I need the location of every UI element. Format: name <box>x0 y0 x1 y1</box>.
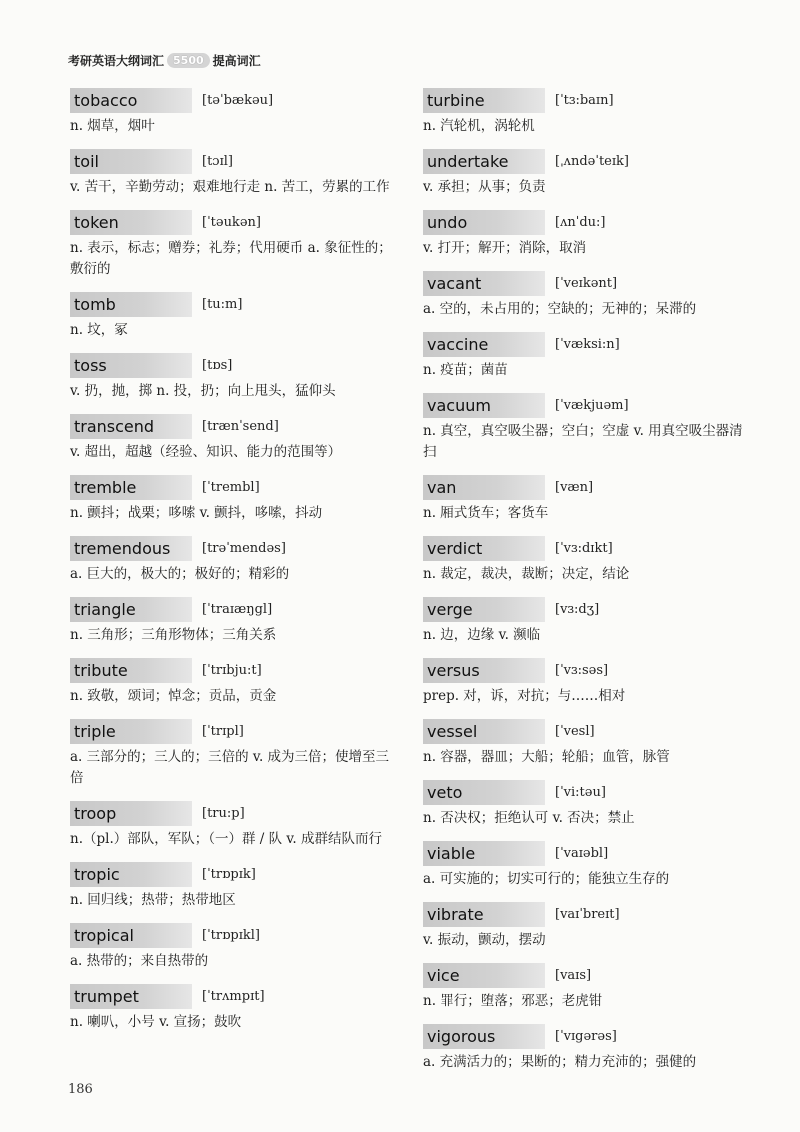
page-header <box>68 52 261 69</box>
entry-word: vice <box>423 963 545 988</box>
vocab-entry <box>423 271 755 320</box>
entry-definition: n. 厢式货车；客货车 <box>423 505 549 521</box>
entry-word: vigorous <box>423 1024 545 1049</box>
entry-definition: n. 喇叭，小号 v. 宣扬；鼓吹 <box>70 1014 242 1030</box>
entry-definition: n. 坟，冢 <box>70 322 128 338</box>
vocab-entry <box>70 88 402 137</box>
entry-word: van <box>423 475 545 500</box>
entry-head <box>70 801 402 826</box>
vocab-entry <box>70 149 402 198</box>
entry-definition: a. 三部分的；三人的；三倍的 v. 成为三倍；使增至三倍 <box>70 749 390 786</box>
entry-word: token <box>70 210 192 235</box>
vocab-entry <box>423 332 755 381</box>
entry-definition: a. 充满活力的；果断的；精力充沛的；强健的 <box>423 1054 697 1070</box>
entry-definition: n. 表示，标志；赠券；礼券；代用硬币 a. 象征性的；敷衍的 <box>70 240 392 277</box>
entry-word: veto <box>423 780 545 805</box>
entry-phonetic: [ˈvækjuəm] <box>555 398 629 413</box>
vocab-entry <box>423 780 755 829</box>
entry-definition: a. 巨大的，极大的；极好的；精彩的 <box>70 566 290 582</box>
header-section-title: 提高词汇 <box>212 54 261 68</box>
entry-phonetic: [ˈvɜ:dɪkt] <box>555 541 613 556</box>
entry-phonetic: [tɒs] <box>202 358 233 373</box>
entry-definition: n. 回归线；热带；热带地区 <box>70 892 236 908</box>
vocab-entry <box>70 597 402 646</box>
entry-head <box>423 475 755 500</box>
entry-head <box>70 719 402 744</box>
entry-word: tropical <box>70 923 192 948</box>
vocab-entry <box>70 536 402 585</box>
entry-definition: v. 扔，抛，掷 n. 投，扔；向上甩头，猛仰头 <box>70 383 336 399</box>
vocab-entry <box>70 210 402 280</box>
entry-definition: v. 打开；解开；消除，取消 <box>423 240 587 256</box>
entry-phonetic: [ˈveɪkənt] <box>555 276 618 291</box>
entry-head <box>70 149 402 174</box>
vocab-entry <box>423 719 755 768</box>
entry-definition: n. 致敬，颂词；悼念；贡品，贡金 <box>70 688 277 704</box>
entry-definition: n. 真空，真空吸尘器；空白；空虚 v. 用真空吸尘器清扫 <box>423 423 743 460</box>
entry-definition: v. 超出，超越（经验、知识、能力的范围等） <box>70 444 342 460</box>
entry-phonetic: [vaɪˈbreɪt] <box>555 907 620 922</box>
entry-head <box>423 393 755 418</box>
entry-phonetic: [ˌʌndəˈteɪk] <box>555 154 629 169</box>
entry-word: vibrate <box>423 902 545 927</box>
header-book-title: 考研英语大纲词汇 <box>68 54 165 68</box>
vocab-entry <box>423 841 755 890</box>
entry-head <box>70 292 402 317</box>
entry-phonetic: [ˈtrɒpɪkl] <box>202 928 260 943</box>
entry-phonetic: [trænˈsend] <box>202 419 279 434</box>
entry-definition: a. 空的，未占用的；空缺的；无神的；呆滞的 <box>423 301 697 317</box>
entry-phonetic: [ˈtrɪbju:t] <box>202 663 262 678</box>
entry-definition: n. 汽轮机，涡轮机 <box>423 118 535 134</box>
entry-definition: n. 容器，器皿；大船；轮船；血管，脉管 <box>423 749 670 765</box>
entry-head <box>423 719 755 744</box>
entry-phonetic: [ˈvaɪəbl] <box>555 846 609 861</box>
entry-head <box>423 149 755 174</box>
entry-definition: a. 可实施的；切实可行的；能独立生存的 <box>423 871 670 887</box>
vocab-entry <box>70 475 402 524</box>
entry-head <box>423 88 755 113</box>
entry-word: toss <box>70 353 192 378</box>
entry-phonetic: [vɜ:dʒ] <box>555 602 600 617</box>
vocab-entry <box>70 923 402 972</box>
entry-head <box>70 88 402 113</box>
entry-phonetic: [tru:p] <box>202 806 245 821</box>
vocab-entry <box>70 801 402 850</box>
entry-head <box>423 658 755 683</box>
entry-word: viable <box>423 841 545 866</box>
header-badge: 5500 <box>167 53 210 68</box>
entry-head <box>423 902 755 927</box>
left-column <box>70 88 402 1045</box>
entry-head <box>70 475 402 500</box>
entry-definition: n. 否决权；拒绝认可 v. 否决；禁止 <box>423 810 635 826</box>
entry-phonetic: [vaɪs] <box>555 968 592 983</box>
entry-word: triangle <box>70 597 192 622</box>
entry-word: tribute <box>70 658 192 683</box>
vocab-entry <box>423 536 755 585</box>
entry-phonetic: [ˈvæksi:n] <box>555 337 620 352</box>
entry-phonetic: [tɔɪl] <box>202 154 233 169</box>
right-column <box>423 88 755 1085</box>
entry-phonetic: [ˈtrɒpɪk] <box>202 867 256 882</box>
vocab-entry <box>423 149 755 198</box>
entry-phonetic: [ˈtrʌmpɪt] <box>202 989 265 1004</box>
vocab-entry <box>70 984 402 1033</box>
entry-word: vacant <box>423 271 545 296</box>
entry-head <box>70 984 402 1009</box>
entry-head <box>423 1024 755 1049</box>
entry-definition: v. 振动，颤动，摆动 <box>423 932 546 948</box>
vocab-entry <box>423 597 755 646</box>
entry-definition: n. 裁定，裁决，裁断；决定，结论 <box>423 566 630 582</box>
entry-head <box>70 353 402 378</box>
entry-word: vacuum <box>423 393 545 418</box>
vocab-entry <box>70 414 402 463</box>
entry-word: verdict <box>423 536 545 561</box>
vocab-entry <box>423 88 755 137</box>
entry-head <box>70 658 402 683</box>
entry-word: vessel <box>423 719 545 744</box>
entry-word: troop <box>70 801 192 826</box>
entry-definition: n. 三角形；三角形物体；三角关系 <box>70 627 277 643</box>
entry-definition: n. 颤抖；战栗；哆嗦 v. 颤抖，哆嗦，抖动 <box>70 505 323 521</box>
entry-phonetic: [ˈtrembl] <box>202 480 260 495</box>
vocab-entry <box>70 719 402 789</box>
entry-head <box>423 963 755 988</box>
entry-definition: n. 烟草，烟叶 <box>70 118 155 134</box>
entry-phonetic: [ʌnˈdu:] <box>555 215 606 230</box>
entry-phonetic: [ˈtɜ:baɪn] <box>555 93 614 108</box>
entry-word: tobacco <box>70 88 192 113</box>
vocab-entry <box>423 1024 755 1073</box>
vocab-entry <box>423 210 755 259</box>
entry-word: tomb <box>70 292 192 317</box>
page-number: 186 <box>68 1082 93 1097</box>
vocab-entry <box>423 475 755 524</box>
entry-phonetic: [ˈtraɪæŋgl] <box>202 602 273 617</box>
entry-phonetic: [təˈbækəu] <box>202 93 274 108</box>
entry-head <box>423 780 755 805</box>
vocab-entry <box>70 658 402 707</box>
entry-word: transcend <box>70 414 192 439</box>
entry-word: tremendous <box>70 536 192 561</box>
entry-head <box>423 536 755 561</box>
entry-word: undo <box>423 210 545 235</box>
entry-head <box>423 332 755 357</box>
entry-word: tremble <box>70 475 192 500</box>
entry-head <box>70 210 402 235</box>
entry-definition: n.（pl.）部队，军队；（一）群 / 队 v. 成群结队而行 <box>70 831 383 847</box>
entry-head <box>423 841 755 866</box>
entry-phonetic: [ˈtrɪpl] <box>202 724 244 739</box>
entry-definition: n. 疫苗；菌苗 <box>423 362 508 378</box>
entry-phonetic: [trəˈmendəs] <box>202 541 286 556</box>
entry-phonetic: [ˈvɜ:səs] <box>555 663 609 678</box>
entry-definition: n. 边，边缘 v. 濒临 <box>423 627 541 643</box>
entry-word: turbine <box>423 88 545 113</box>
entry-definition: v. 苦干，辛勤劳动；艰难地行走 n. 苦工，劳累的工作 <box>70 179 390 195</box>
entry-word: toil <box>70 149 192 174</box>
entry-word: undertake <box>423 149 545 174</box>
entry-head <box>423 271 755 296</box>
entry-head <box>70 597 402 622</box>
entry-phonetic: [ˈvi:təu] <box>555 785 606 800</box>
entry-head <box>70 862 402 887</box>
entry-word: vaccine <box>423 332 545 357</box>
vocab-entry <box>423 902 755 951</box>
entry-head <box>423 597 755 622</box>
entry-word: tropic <box>70 862 192 887</box>
entry-word: trumpet <box>70 984 192 1009</box>
entry-definition: a. 热带的；来自热带的 <box>70 953 209 969</box>
entry-head <box>423 210 755 235</box>
entry-phonetic: [ˈvɪgərəs] <box>555 1029 617 1044</box>
vocab-entry <box>423 963 755 1012</box>
vocab-entry <box>70 292 402 341</box>
entry-head <box>70 414 402 439</box>
vocab-entry <box>423 658 755 707</box>
entry-word: versus <box>423 658 545 683</box>
entry-word: triple <box>70 719 192 744</box>
entry-phonetic: [ˈtəukən] <box>202 215 261 230</box>
vocab-entry <box>423 393 755 463</box>
vocab-entry <box>70 862 402 911</box>
entry-word: verge <box>423 597 545 622</box>
entry-head <box>70 536 402 561</box>
entry-definition: n. 罪行；堕落；邪恶；老虎钳 <box>423 993 603 1009</box>
entry-phonetic: [tu:m] <box>202 297 243 312</box>
entry-head <box>70 923 402 948</box>
entry-phonetic: [ˈvesl] <box>555 724 595 739</box>
entry-definition: v. 承担；从事；负责 <box>423 179 546 195</box>
entry-phonetic: [væn] <box>555 480 594 495</box>
vocab-entry <box>70 353 402 402</box>
entry-definition: prep. 对，诉，对抗；与……相对 <box>423 688 626 704</box>
